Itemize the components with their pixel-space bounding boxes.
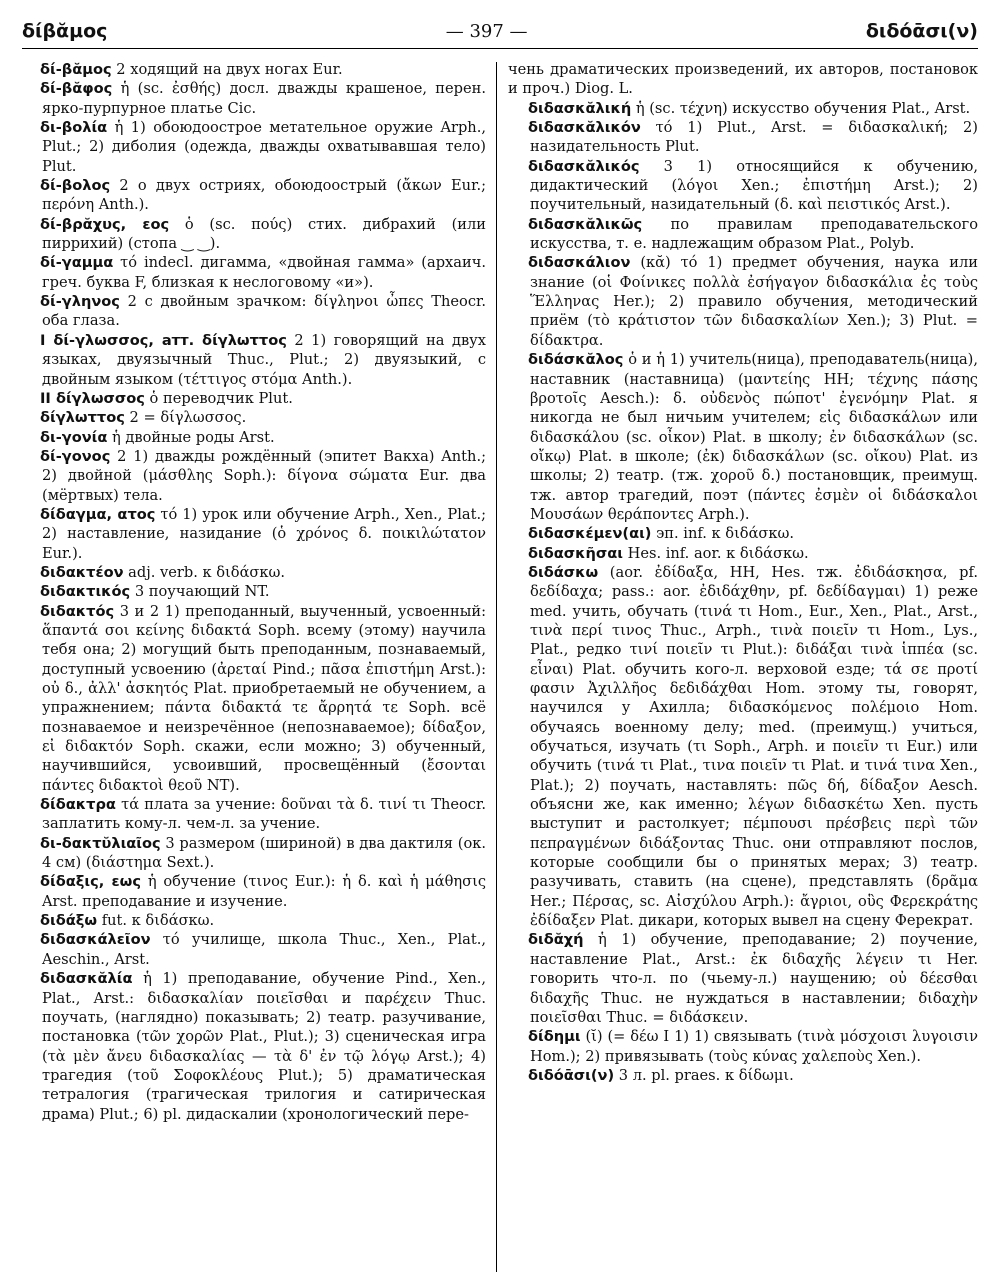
entry-definition: τό училище, школа Thuc., Xen., Plat., Aeschin., Arst. <box>42 931 486 968</box>
dictionary-entry <box>20 911 486 930</box>
dictionary-entry <box>20 447 486 505</box>
entry-headword: διδακτικός <box>40 583 131 601</box>
entry-headword: I δί-γλωσσος, атт. δίγλωττος <box>40 331 287 349</box>
dictionary-entry <box>20 79 486 118</box>
dictionary-entry <box>508 1066 978 1085</box>
entry-headword: δί-βᾰμος <box>40 61 112 78</box>
entry-headword: διδάσκᾰλος <box>528 351 624 369</box>
entry-headword: διδόᾱσι(ν) <box>528 1066 615 1084</box>
entry-definition: ὁ и ἡ 1) учитель(ница), преподаватель(ница), наставник (наставница) (μαντείης HH; τέχνης πάσης βροτοῖς Aesch.): δ. οὐδενὸς πώποτ' ἐγενόμην Plat. я никогда не был ничьим учителем; εἰς διδασκάλων или διδασκάλου (sc. οἶκον) Plat. в школу; ἐν διδασκάλων (sc. οἴκῳ) Plat. в школе; (ἐκ) διδασκάλων (sc. οἴκου) Plat. из школы; 2) театр. (тж. χοροῦ δ.) постановщик, преимущ. тж. автор трагедий, поэт (πάντες ἐσμὲν οἱ διδάσκαλοι Μουσάων θεράποντες Arph.). <box>530 351 978 523</box>
entry-headword: δίγλωττος <box>40 409 125 427</box>
entry-headword: διδασκέμεν(αι) <box>528 525 652 543</box>
dictionary-entry <box>508 350 978 524</box>
entry-headword: διδασκᾰλικῶς <box>528 215 643 233</box>
entry-definition: ἡ двойные роды Arst. <box>107 428 275 446</box>
entry-definition: 2 о двух остриях, обоюдоострый (ἄκων Eur.; περόνη Anth.). <box>42 177 486 214</box>
entry-headword: δίδαγμα, ατος <box>40 505 156 523</box>
entry-headword: δίδημι <box>528 1028 581 1046</box>
entry-headword: διδᾰχή <box>528 931 584 949</box>
dictionary-entry <box>508 524 978 543</box>
entry-headword: δι-βολία <box>40 119 108 137</box>
dictionary-entry <box>20 505 486 563</box>
entry-definition: fut. к διδάσκω. <box>97 912 215 930</box>
dictionary-entry <box>20 582 486 601</box>
entry-definition: ἡ (sc. τέχνη) искусство обучения Plat., Arst. <box>631 99 971 117</box>
entry-headword: δί-γληνος <box>40 293 120 311</box>
dictionary-entry <box>20 292 486 331</box>
entry-definition: ἡ 1) обучение, преподавание; 2) поучение, наставление Plat., Arst.: ἐκ διδαχῆς λέγειν τι Her. говорить что-л. по (чьему-л.) наущению; οὐ δέεσθαι διδαχῆς Thuc. не нуждаться в наставлении; διδαχὴν ποιεῖσθαι Thuc. = διδάσκειν. <box>530 931 978 1026</box>
dictionary-entry <box>508 215 978 254</box>
dictionary-entry <box>20 872 486 911</box>
entry-headword: δίδακτρα <box>40 796 116 814</box>
dictionary-entry <box>20 60 486 79</box>
entry-definition: 2 = δίγλωσσος. <box>124 409 247 427</box>
entry-definition: 3 и 2 1) преподанный, выученный, усвоенный: ἅπαντά σοι κείνης διδακτά Soph. всему (этому) научила тебя она; 2) могущий быть преподанным, познаваемый, доступный усвоению (ἀρεταί Pind.; πᾶσα ἐπιστήμη Arst.): οὐ δ., ἀλλ' ἀσκητός Plat. приобретаемый не обучением, а упражнением; πάντα διδακτά τε ἄρρητά τε Soph. всё познаваемое и неизречённое (непознаваемое); δίδαξον, εἰ διδακτόν Soph. скажи, если можно; 3) обученный, научившийся, усвоивший, просвещённый (ἔσονται πάντες διδακτοὶ θεοῦ NT). <box>42 602 486 794</box>
dictionary-entry <box>20 969 486 1124</box>
entry-definition: adj. verb. к διδάσκω. <box>123 563 286 581</box>
entry-headword: δίδαξις, εως <box>40 873 141 891</box>
entry-headword: διδάσκω <box>528 563 599 581</box>
dictionary-entry <box>508 544 978 563</box>
entry-definition: 2 1) дважды рождённый (эпитет Вакха) Anth.; 2) двойной (μάσθλης Soph.): δίγονα σώματα Eur. два (мёртвых) тела. <box>42 447 486 504</box>
dictionary-entry <box>20 118 486 176</box>
entry-definition: ἡ 1) обоюдоострое метательное оружие Arph., Plut.; 2) диболия (одежда, дважды охватывавшая тело) Plut. <box>42 119 486 175</box>
dictionary-entry <box>508 60 978 99</box>
right-guide-word: διδόᾱσι(ν) <box>865 20 978 42</box>
column-divider <box>496 62 497 1272</box>
dictionary-entry <box>508 1027 978 1066</box>
dictionary-entry <box>20 331 486 389</box>
entry-definition: чень драматических произведений, их авторов, постановок и проч.) Diog. L. <box>508 61 978 98</box>
entry-headword: II δίγλωσσος <box>40 389 145 407</box>
dictionary-entry <box>20 834 486 873</box>
entry-headword: διδασκᾰλικός <box>528 157 640 175</box>
dictionary-entry <box>508 118 978 157</box>
page-header <box>22 14 978 49</box>
entry-definition: по правилам преподавательского искусства, т. е. надлежащим образом Plat., Polyb. <box>530 215 978 253</box>
entry-definition: τό 1) урок или обучение Arph., Xen., Plat.; 2) наставление, назидание (ὁ χρόνος δ. ποικιλώτατον Eur.). <box>42 505 486 562</box>
entry-definition: (κᾰ) τό 1) предмет обучения, наука или знание (οἱ Φοίνικες πολλὰ ἐσήγαγον διδασκάλια ἐς τοὺς Ἕλληνας Her.); 2) правило обучения, методический приём (τὸ κράτιστον τῶν διδασκαλίων Xen.); 3) Plut. = δίδακτρα. <box>530 254 978 349</box>
dictionary-entry <box>20 215 486 254</box>
dictionary-entry <box>20 795 486 834</box>
entry-definition: 3 л. pl. praes. к δίδωμι. <box>614 1066 794 1084</box>
left-column <box>20 60 486 1276</box>
entry-definition: эп. inf. к διδάσκω. <box>651 525 795 543</box>
entry-headword: διδασκᾰλικόν <box>528 119 641 137</box>
right-column <box>508 60 978 1276</box>
dictionary-entry <box>508 99 978 118</box>
entry-definition: τά плата за учение: δοῦναι τὰ δ. τινί τι Theocr. заплатить кому-л. чем-л. за учение. <box>42 796 486 833</box>
entry-definition: ἡ (sc. ἐσθής) досл. дважды крашеное, перен. ярко-пурпурное платье Cic. <box>42 80 486 117</box>
dictionary-entry <box>20 563 486 582</box>
entry-definition: ὁ (sc. πούς) стих. дибрахий (или пиррихий) (стопа ‿ ‿). <box>42 215 486 253</box>
entry-definition: 2 с двойным зрачком: δίγληνοι ὦπες Theocr. оба глаза. <box>42 293 486 330</box>
entry-definition: Hes. inf. aor. к διδάσκω. <box>622 544 809 562</box>
entry-definition: 3 1) относящийся к обучению, дидактический (λόγοι Xen.; ἐπιστήμη Arst.); 2) поучительный, назидательный (δ. καὶ πειστικός Arst.). <box>530 157 978 214</box>
entry-definition: (ῐ) (= δέω I 1) 1) связывать (τινὰ μόσχοισι λυγοισιν Hom.); 2) привязывать (τοὺς κύνας χαλεποὺς Xen.). <box>530 1028 978 1065</box>
entry-headword: διδασκῆσαι <box>528 544 623 562</box>
entry-definition: τό indecl. дигамма, «двойная гамма» (архаич. греч. буква F, близкая к неслоговому «и»). <box>42 254 486 291</box>
entry-headword: δί-γαμμα <box>40 254 114 272</box>
dictionary-entry <box>508 930 978 1027</box>
entry-headword: δί-γονος <box>40 447 111 465</box>
entry-headword: διδασκάλεῖον <box>40 931 151 949</box>
entry-definition: 2 ходящий на двух ногах Eur. <box>111 61 343 78</box>
entry-headword: δί-βᾰφος <box>40 80 113 98</box>
entry-headword: δί-βρᾰχυς, εος <box>40 215 170 233</box>
dictionary-entry <box>20 253 486 292</box>
dictionary-entry <box>20 428 486 447</box>
entry-headword: διδασκᾰλία <box>40 970 133 988</box>
dictionary-entry <box>508 253 978 350</box>
entry-definition: ἡ обучение (τινος Eur.): ἡ δ. καὶ ἡ μάθησις Arst. преподавание и изучение. <box>42 873 486 910</box>
entry-definition: 3 размером (шириной) в два дактиля (ок. 4 см) (διάστημα Sext.). <box>42 834 486 872</box>
entry-definition: ἡ 1) преподавание, обучение Pind., Xen., Plat., Arst.: διδασκαλίαν ποιεῖσθαι и παρέχειν Thuc. поучать, (наглядно) показывать; 2) театр. разучивание, постановка (τῶν χορῶν Plat., Plut.); 3) сценическая игра (τὰ μὲν ἄνευ διδασκαλίας — τὰ δ' ἐν τῷ λόγῳ Arst.); 4) трагедия (τοῦ Σοφοκλέους Plut.); 5) драматическая тетралогия (трагическая трилогия и сатирическая драма) Plut.; 6) pl. дидаскалии (хронологический пере- <box>42 970 486 1123</box>
dictionary-entry <box>20 389 486 408</box>
entry-headword: διδακτέον <box>40 563 124 581</box>
entry-definition: (aor. ἐδίδαξα, HH, Hes. тж. ἐδιδάσκησα, pf. δεδίδαχα; pass.: aor. ἐδιδάχθην, pf. δεδίδαγμαι) 1) реже med. учить, обучать (τινά τι Hom., Eur., Xen., Plat., Arst., τινὰ περί τινος Thuc., Arph., τινὰ ποιεῖν τι Hom., Lys., Plat., редко τινί ποιεῖν τι Plut.): διδάξαι τινὰ ἱππέα (sc. εἶναι) Plat. обучить кого-л. верховой езде; τά σε προτί φασιν Ἀχιλλῆος δεδιδάχθαι Hom. этому ты, говорят, научился у Ахилла; διδασκόμενος πολέμοιο Hom. обучаясь военному делу; med. (преимущ.) учиться, обучаться, изучать (τι Soph., Arph. и ποιεῖν τι Eur.) или обучить (τινά τι Plat., τινα ποιεῖν τι Plat. и τινά τινα Xen., Plat.); 2) поучать, наставлять: πῶς δή, δίδαξον Aesch. объясни же, как именно; λέγων διδασκέτω Xen. пусть выступит и растолкует; πέμπουσι πρέσβεις περὶ τῶν πεπραγμένων διδάξοντας Thuc. они отправляют послов, которые сообщили бы о принятых мерах; 3) театр. разучивать, ставить (на сцене), представлять (δρᾶμα Her.; Πέρσας, sc. Αἰσχύλου Arph.): ἄγριοι, οὓς Φερεκράτης ἐδίδαξεν Plat. дикари, которых вывел на сцену Ферекрат. <box>530 563 978 930</box>
dictionary-entry <box>20 408 486 427</box>
entry-headword: δι-δακτῠλιαῖος <box>40 834 161 852</box>
entry-headword: διδακτός <box>40 602 115 620</box>
page-number: — 397 — <box>445 20 528 42</box>
entry-headword: διδασκάλιον <box>528 254 631 272</box>
left-guide-word: δίβᾰμος <box>22 20 108 42</box>
dictionary-entry <box>508 157 978 215</box>
dictionary-entry <box>20 602 486 795</box>
entry-headword: διδάξω <box>40 912 98 930</box>
entry-definition: 2 1) говорящий на двух языках, двуязычный Thuc., Plut.; 2) двуязыкий, с двойным языком (τέττιγος στόμα Anth.). <box>42 331 486 388</box>
entry-definition: τό 1) Plut., Arst. = διδασκαλική; 2) назидательность Plut. <box>530 119 978 156</box>
entry-headword: διδασκᾰλική <box>528 99 632 117</box>
entry-definition: ὁ переводчик Plut. <box>144 389 293 407</box>
dictionary-entry <box>20 930 486 969</box>
dictionary-entry <box>20 176 486 215</box>
entry-headword: δι-γονία <box>40 428 108 446</box>
entry-definition: 3 поучающий NT. <box>130 583 270 601</box>
entry-headword: δί-βολος <box>40 177 111 195</box>
dictionary-entry <box>508 563 978 931</box>
